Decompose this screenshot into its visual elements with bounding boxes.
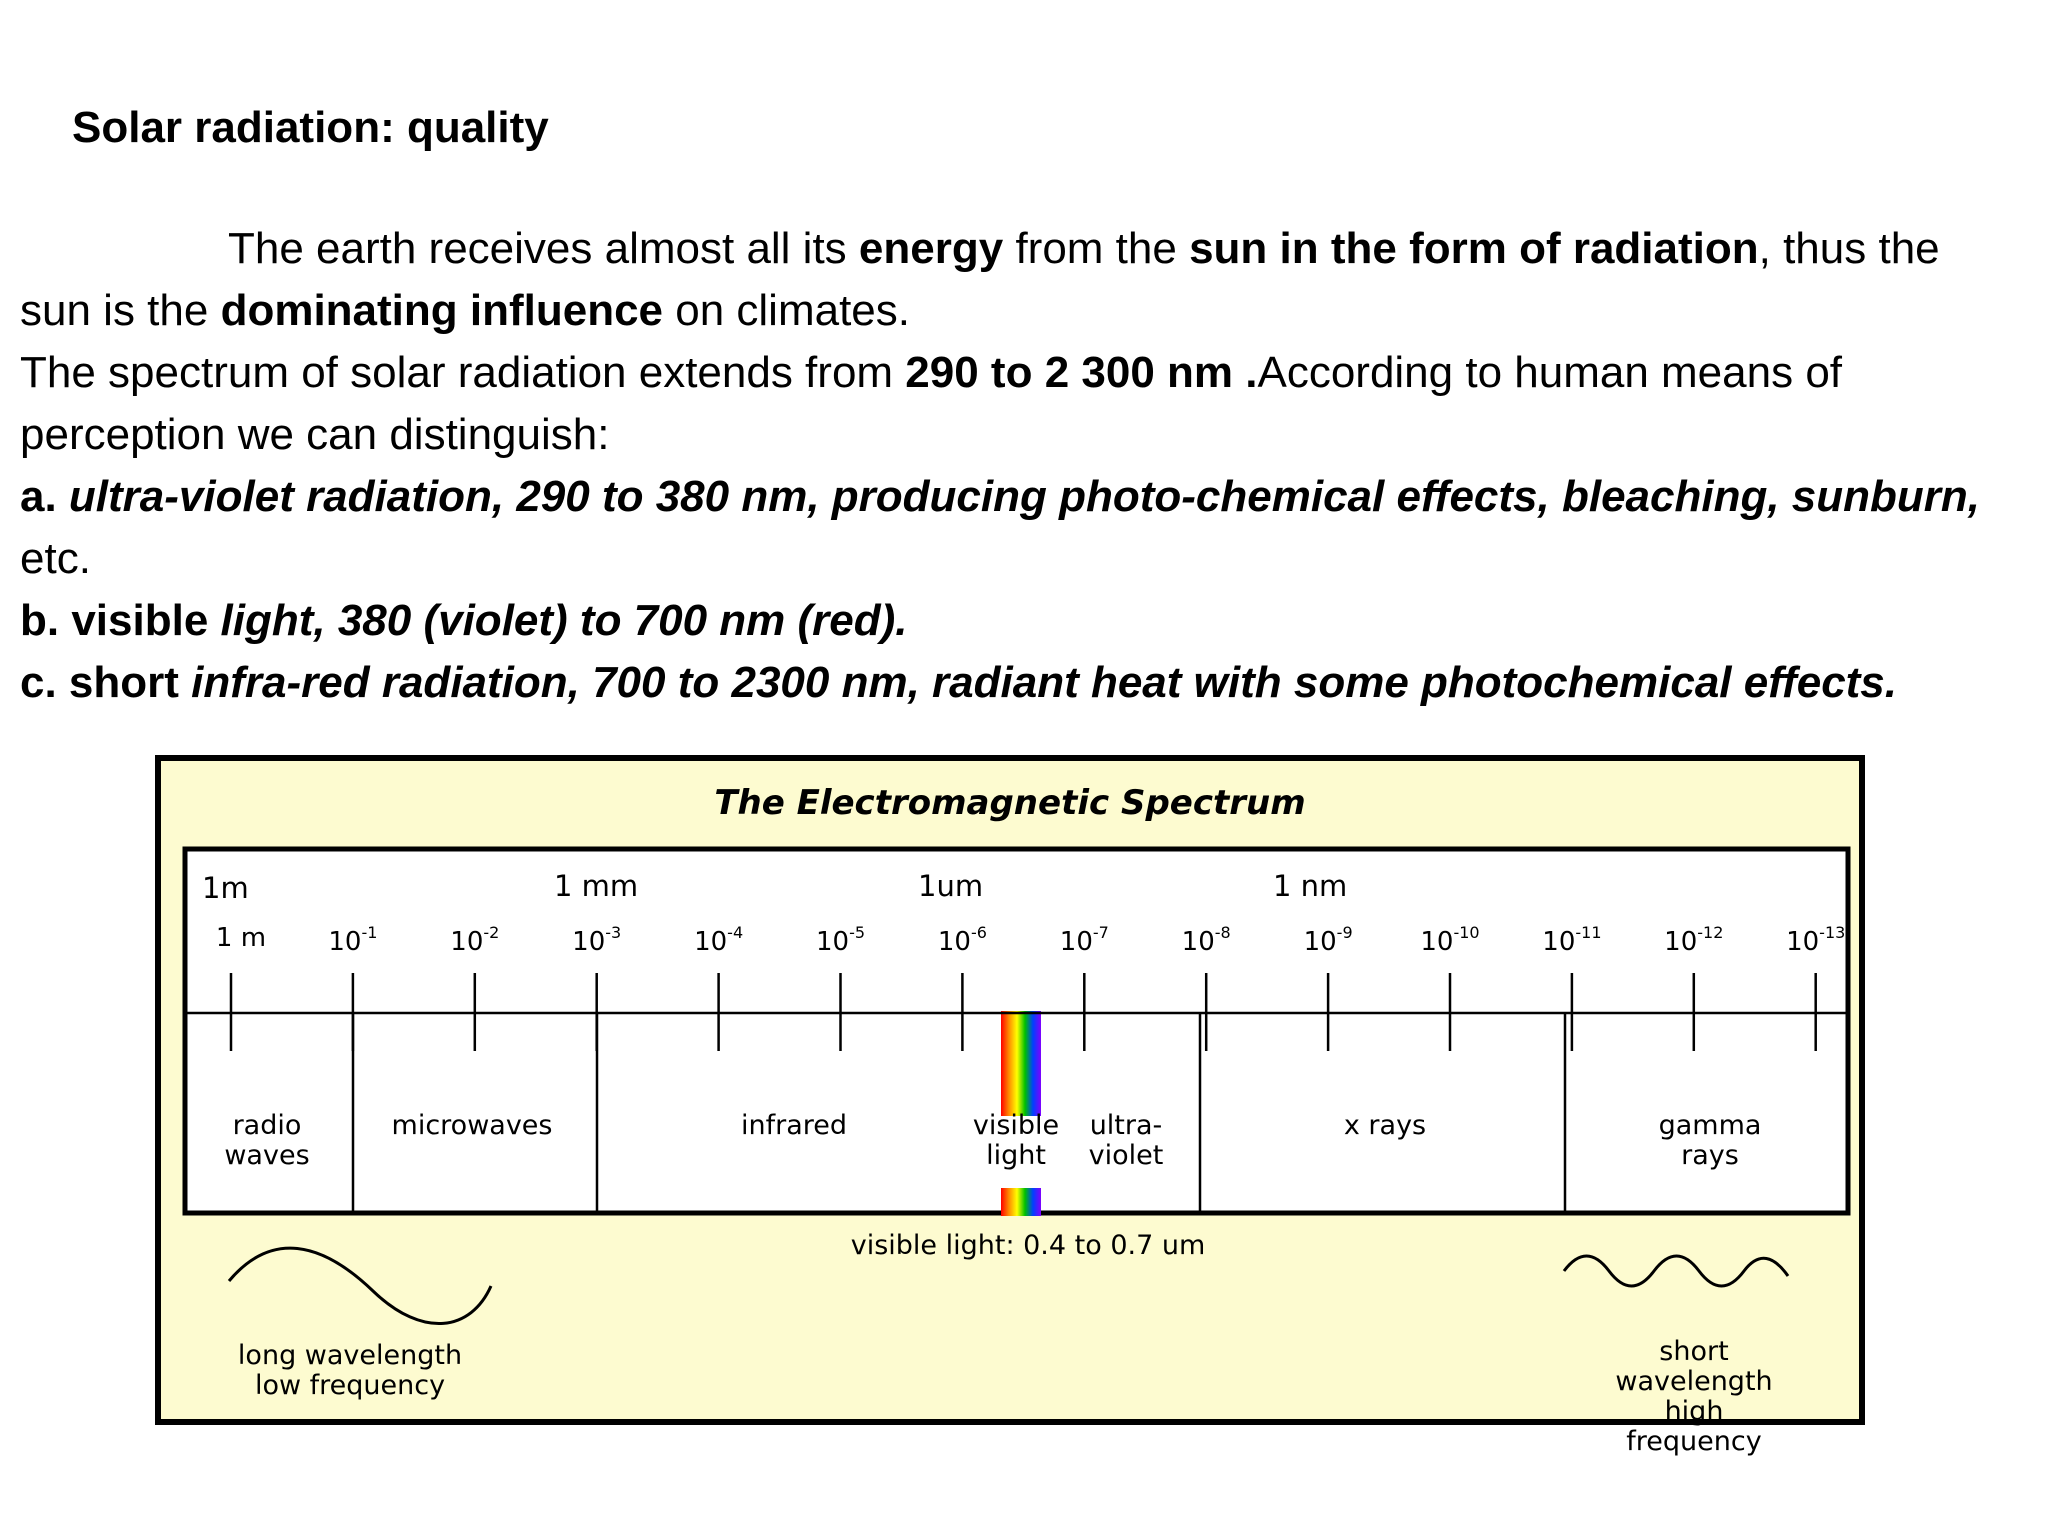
slide-title: Solar radiation: quality: [72, 103, 549, 152]
item-c: [20, 652, 2040, 714]
text-run: from the: [1003, 224, 1190, 273]
long-wavelength-label: long wavelength low frequency: [237, 1340, 463, 1401]
text-run: The spectrum of solar radiation extends from: [20, 348, 906, 397]
region-infrared: infrared: [740, 1110, 848, 1141]
paragraph-1-line-1: [20, 218, 2040, 280]
short-wavelength-label: short wavelength high frequency: [1615, 1336, 1773, 1457]
item-a: [20, 466, 2040, 528]
paragraph-2-line-1: [20, 342, 2040, 404]
tick-label: 1 m: [215, 923, 267, 953]
item-a-text: ultra-violet radiation, 290 to 380 nm, producing photo-chemical effects, bleaching, sunburn,: [56, 472, 1980, 521]
bold-run: 290 to 2 300 nm .: [905, 348, 1258, 397]
item-a-continuation: [20, 528, 2040, 590]
item-b-prefix: b. visible: [20, 596, 209, 645]
region-x-rays: x rays: [1343, 1110, 1427, 1141]
text-run: perception we can distinguish:: [20, 410, 610, 459]
region-radio-waves: radio waves: [224, 1110, 310, 1171]
region-ultraviolet: ultra- violet: [1088, 1110, 1164, 1171]
visible-light-note: visible light: 0.4 to 0.7 um: [850, 1230, 1206, 1261]
paragraph-2-line-2: [20, 404, 2040, 466]
spectrum-diagram: [161, 761, 1859, 1419]
bold-run: energy: [858, 224, 1004, 273]
unit-label-1mm: 1 mm: [554, 869, 639, 903]
text-run: etc.: [20, 534, 91, 583]
item-b-text: light, 380 (violet) to 700 nm (red).: [208, 596, 908, 645]
tick-label: $10^{-1}$: [328, 923, 378, 957]
tick-label: $10^{-10}$: [1420, 923, 1480, 957]
unit-label-1um: 1um: [918, 869, 984, 903]
tick-label: $10^{-11}$: [1542, 923, 1602, 957]
tick-label: $10^{-9}$: [1303, 923, 1353, 957]
text-run: , thus the: [1758, 224, 1940, 273]
em-spectrum-figure: [155, 755, 1865, 1457]
short-wave-icon: [1564, 1256, 1788, 1286]
tick-label: $10^{-2}$: [450, 923, 500, 957]
tick-label: $10^{-5}$: [815, 923, 866, 957]
unit-label-1m: 1m: [202, 871, 249, 905]
region-visible-light: visible light: [972, 1110, 1060, 1171]
tick-label: $10^{-12}$: [1664, 923, 1724, 957]
text-run: According to human means of: [1257, 348, 1843, 397]
region-gamma-rays: gamma rays: [1658, 1110, 1762, 1171]
tick-label: $10^{-13}$: [1786, 923, 1846, 957]
region-microwaves: microwaves: [391, 1110, 553, 1141]
body-text: [20, 218, 2040, 714]
tick-label: $10^{-7}$: [1059, 923, 1109, 957]
paragraph-1-line-2: [20, 280, 2040, 342]
item-b: [20, 590, 2040, 652]
item-a-prefix: a.: [20, 472, 57, 521]
text-run: The earth receives almost all its: [228, 224, 859, 273]
bold-run: dominating influence: [220, 286, 664, 335]
tick-label: $10^{-6}$: [937, 923, 987, 957]
bold-run: sun in the form of radiation: [1189, 224, 1759, 273]
tick-label: $10^{-4}$: [694, 923, 744, 957]
unit-label-1nm: 1 nm: [1273, 869, 1348, 903]
tick-label: $10^{-8}$: [1181, 923, 1231, 957]
long-wave-icon: [229, 1248, 491, 1323]
item-c-prefix: c. short: [20, 658, 179, 707]
tick-label: $10^{-3}$: [572, 923, 622, 957]
text-run: sun is the: [20, 286, 221, 335]
item-c-text: infra-red radiation, 700 to 2300 nm, radiant heat with some photochemical effects.: [178, 658, 1898, 707]
figure-title: The Electromagnetic Spectrum: [714, 783, 1306, 823]
text-run: on climates.: [663, 286, 910, 335]
